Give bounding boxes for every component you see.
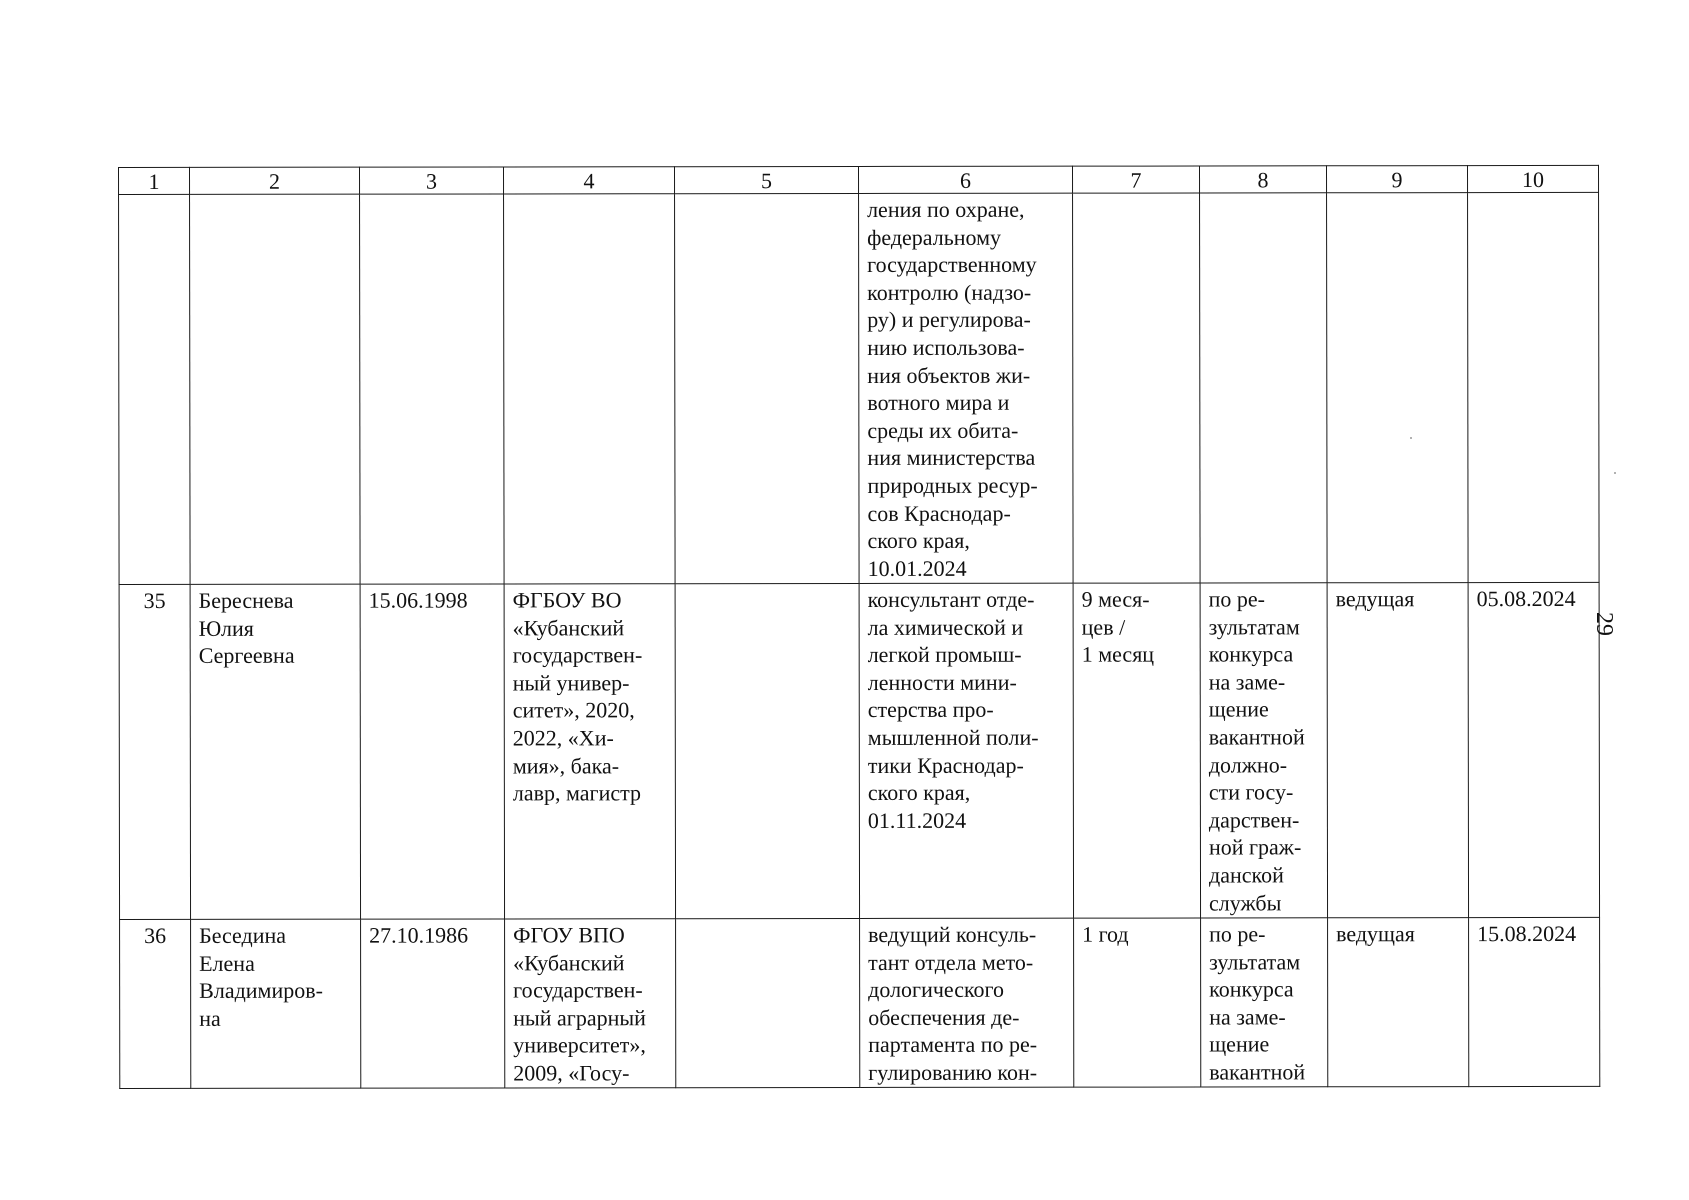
cell-date: 15.08.2024 xyxy=(1469,917,1600,1086)
column-header-2: 2 xyxy=(190,167,360,194)
cell-experience: 9 меся- цев / 1 месяц xyxy=(1073,583,1200,918)
cell-basis xyxy=(1200,193,1328,583)
column-header-8: 8 xyxy=(1199,166,1326,193)
column-header-1: 1 xyxy=(119,167,190,194)
scan-speck xyxy=(1410,437,1412,439)
cell-number: 35 xyxy=(119,584,190,919)
column-header-3: 3 xyxy=(360,167,504,194)
cell-group: ведущая xyxy=(1327,583,1468,918)
scan-speck xyxy=(1614,472,1616,474)
cell-col5 xyxy=(675,193,860,583)
cell-name: Беседина Елена Владимиров- на xyxy=(191,919,361,1088)
cell-date: 05.08.2024 xyxy=(1468,582,1599,917)
cell-education xyxy=(504,194,676,584)
cell-col5 xyxy=(676,918,860,1087)
cell-basis: по ре- зультатам конкурса на заме- щение вакантной должно- сти госу- дарствен- ной граж- данской службы xyxy=(1200,583,1327,918)
cell-date xyxy=(1468,192,1600,582)
cell-birth-date: 15.06.1998 xyxy=(360,584,504,919)
column-header-7: 7 xyxy=(1072,166,1199,193)
column-header-4: 4 xyxy=(504,167,675,194)
table-body xyxy=(119,192,1600,1088)
document-table xyxy=(118,165,1600,1089)
cell-birth-date xyxy=(360,194,505,584)
cell-col5 xyxy=(675,583,859,918)
table-row-36 xyxy=(120,917,1600,1088)
column-header-10: 10 xyxy=(1467,165,1598,192)
column-header-6: 6 xyxy=(859,166,1073,193)
table-row-35 xyxy=(119,582,1599,919)
table-header xyxy=(119,165,1599,194)
cell-experience: 1 год xyxy=(1074,918,1201,1087)
page-number: 29 xyxy=(1591,612,1617,636)
cell-number: 36 xyxy=(120,919,191,1088)
cell-birth-date: 27.10.1986 xyxy=(361,919,505,1088)
cell-position: консультант отде- ла химической и легкой промыш- ленности мини- стерства про- мышленной поли- тики Краснодар- ского края, 01.11.2024 xyxy=(859,583,1073,918)
cell-position: ления по охране, федеральному государственному контролю (надзо- ру) и регулирова- нию использова- ния объектов жи- вотного мира и среды их обита- ния министерства природных ресур- сов Краснодар- ского края, 10.01.2024 xyxy=(859,193,1074,583)
header-row xyxy=(119,165,1599,194)
cell-experience xyxy=(1073,193,1201,583)
cell-education: ФГБОУ ВО «Кубанский государствен- ный универ- ситет», 2020, 2022, «Хи- мия», бака- лавр, магистр xyxy=(504,584,675,919)
cell-name: Береснева Юлия Сергеевна xyxy=(190,584,360,919)
column-header-5: 5 xyxy=(675,166,859,193)
cell-basis: по ре- зультатам конкурса на заме- щение вакантной xyxy=(1201,918,1328,1087)
cell-number xyxy=(119,194,191,584)
cell-group xyxy=(1327,193,1469,583)
cell-education: ФГОУ ВПО «Кубанский государствен- ный аграрный университет», 2009, «Госу- xyxy=(505,919,676,1088)
cell-group: ведущая xyxy=(1328,918,1469,1087)
cell-name xyxy=(190,194,361,584)
column-header-9: 9 xyxy=(1326,166,1467,193)
table-row-continuation xyxy=(119,192,1600,584)
cell-position: ведущий консуль- тант отдела мето- дологического обеспечения де- партамента по ре- гулированию кон- xyxy=(860,918,1074,1087)
